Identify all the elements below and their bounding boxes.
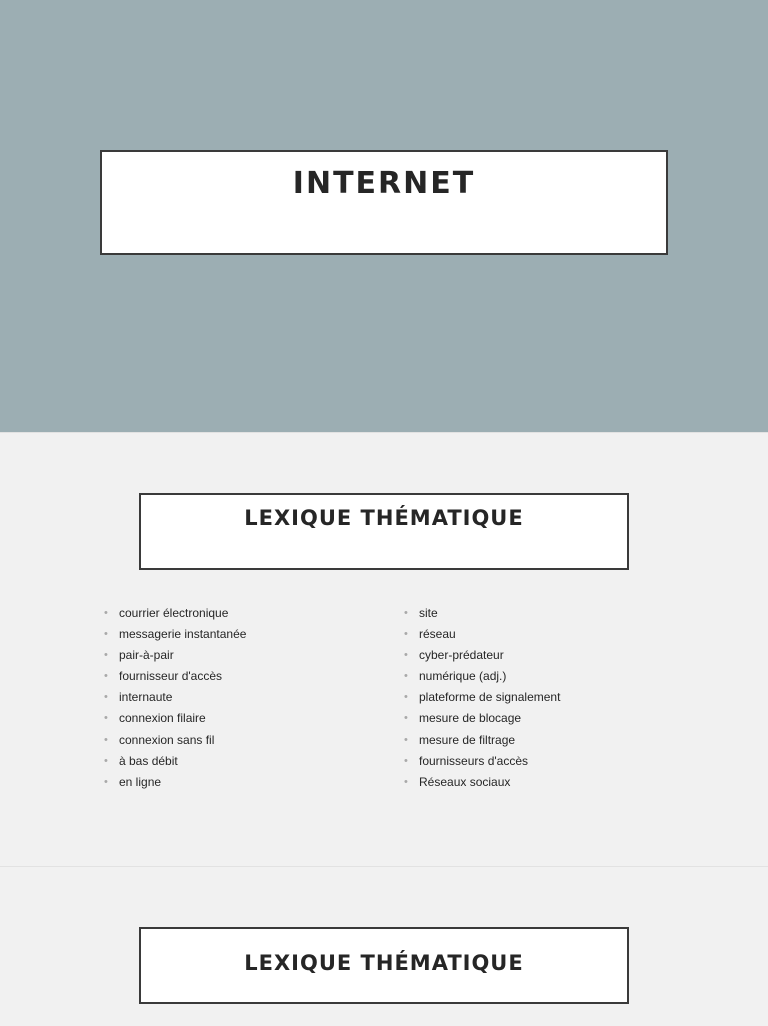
list-item-label: internaute [119,690,173,705]
bullet-icon: • [404,733,408,746]
bullet-icon: • [404,712,408,725]
list-item [104,772,384,793]
bullet-icon: • [404,607,408,619]
list-item-label: connexion sans fil [119,732,215,747]
list-item [104,730,384,751]
vocabulary-list-right [404,603,704,793]
bullet-icon: • [404,775,408,788]
list-item [104,603,384,624]
list-item [404,624,704,645]
section-title-box [139,927,629,1004]
list-item-label: en ligne [119,774,162,789]
lexicon-slide [0,433,768,866]
bullet-icon: • [104,754,108,767]
list-item [104,624,384,645]
title-slide [0,0,768,432]
list-item [404,730,704,751]
list-item [104,645,384,666]
list-item-label: à bas débit [119,753,178,768]
vocabulary-list-left [104,603,384,793]
bullet-icon: • [404,691,408,704]
list-item-label: plateforme de signalement [419,690,561,705]
bullet-icon: • [404,649,408,662]
list-item-label: mesure de filtrage [419,732,516,747]
section-title-box [139,493,629,570]
list-item [404,666,704,687]
list-item [104,708,384,729]
list-item-label: site [419,606,438,620]
list-item-label: cyber-prédateur [419,648,504,663]
bullet-icon: • [404,754,408,767]
bullet-icon: • [104,712,108,725]
list-item-label: Réseaux sociaux [419,774,511,789]
list-item [404,772,704,793]
bullet-icon: • [404,670,408,683]
list-item [404,708,704,729]
section-title: LEXIQUE THÉMATIQUE [244,951,524,975]
list-item [104,666,384,687]
bullet-icon: • [104,670,108,683]
list-item-label: messagerie instantanée [119,627,247,642]
bullet-icon: • [104,607,108,619]
list-item [404,603,704,624]
bullet-icon: • [104,628,108,641]
list-item [104,687,384,708]
list-item-label: mesure de blocage [419,711,522,726]
list-item-label: fournisseurs d'accès [419,753,529,768]
lexicon-slide-2 [0,867,768,1026]
list-item-label: fournisseur d'accès [119,669,223,684]
list-item-label: courrier électronique [119,606,229,620]
title-box [100,150,668,255]
list-item-label: pair-à-pair [119,648,174,663]
list-item-label: réseau [419,627,456,642]
bullet-icon: • [104,691,108,704]
bullet-icon: • [104,775,108,788]
list-item [104,751,384,772]
slide-title: INTERNET [292,166,476,201]
bullet-icon: • [104,733,108,746]
list-item [404,751,704,772]
list-item-label: numérique (adj.) [419,669,507,684]
list-item [404,645,704,666]
bullet-icon: • [104,649,108,662]
list-item-label: connexion filaire [119,711,206,726]
bullet-icon: • [404,628,408,641]
list-item [404,687,704,708]
section-title: LEXIQUE THÉMATIQUE [244,506,524,530]
